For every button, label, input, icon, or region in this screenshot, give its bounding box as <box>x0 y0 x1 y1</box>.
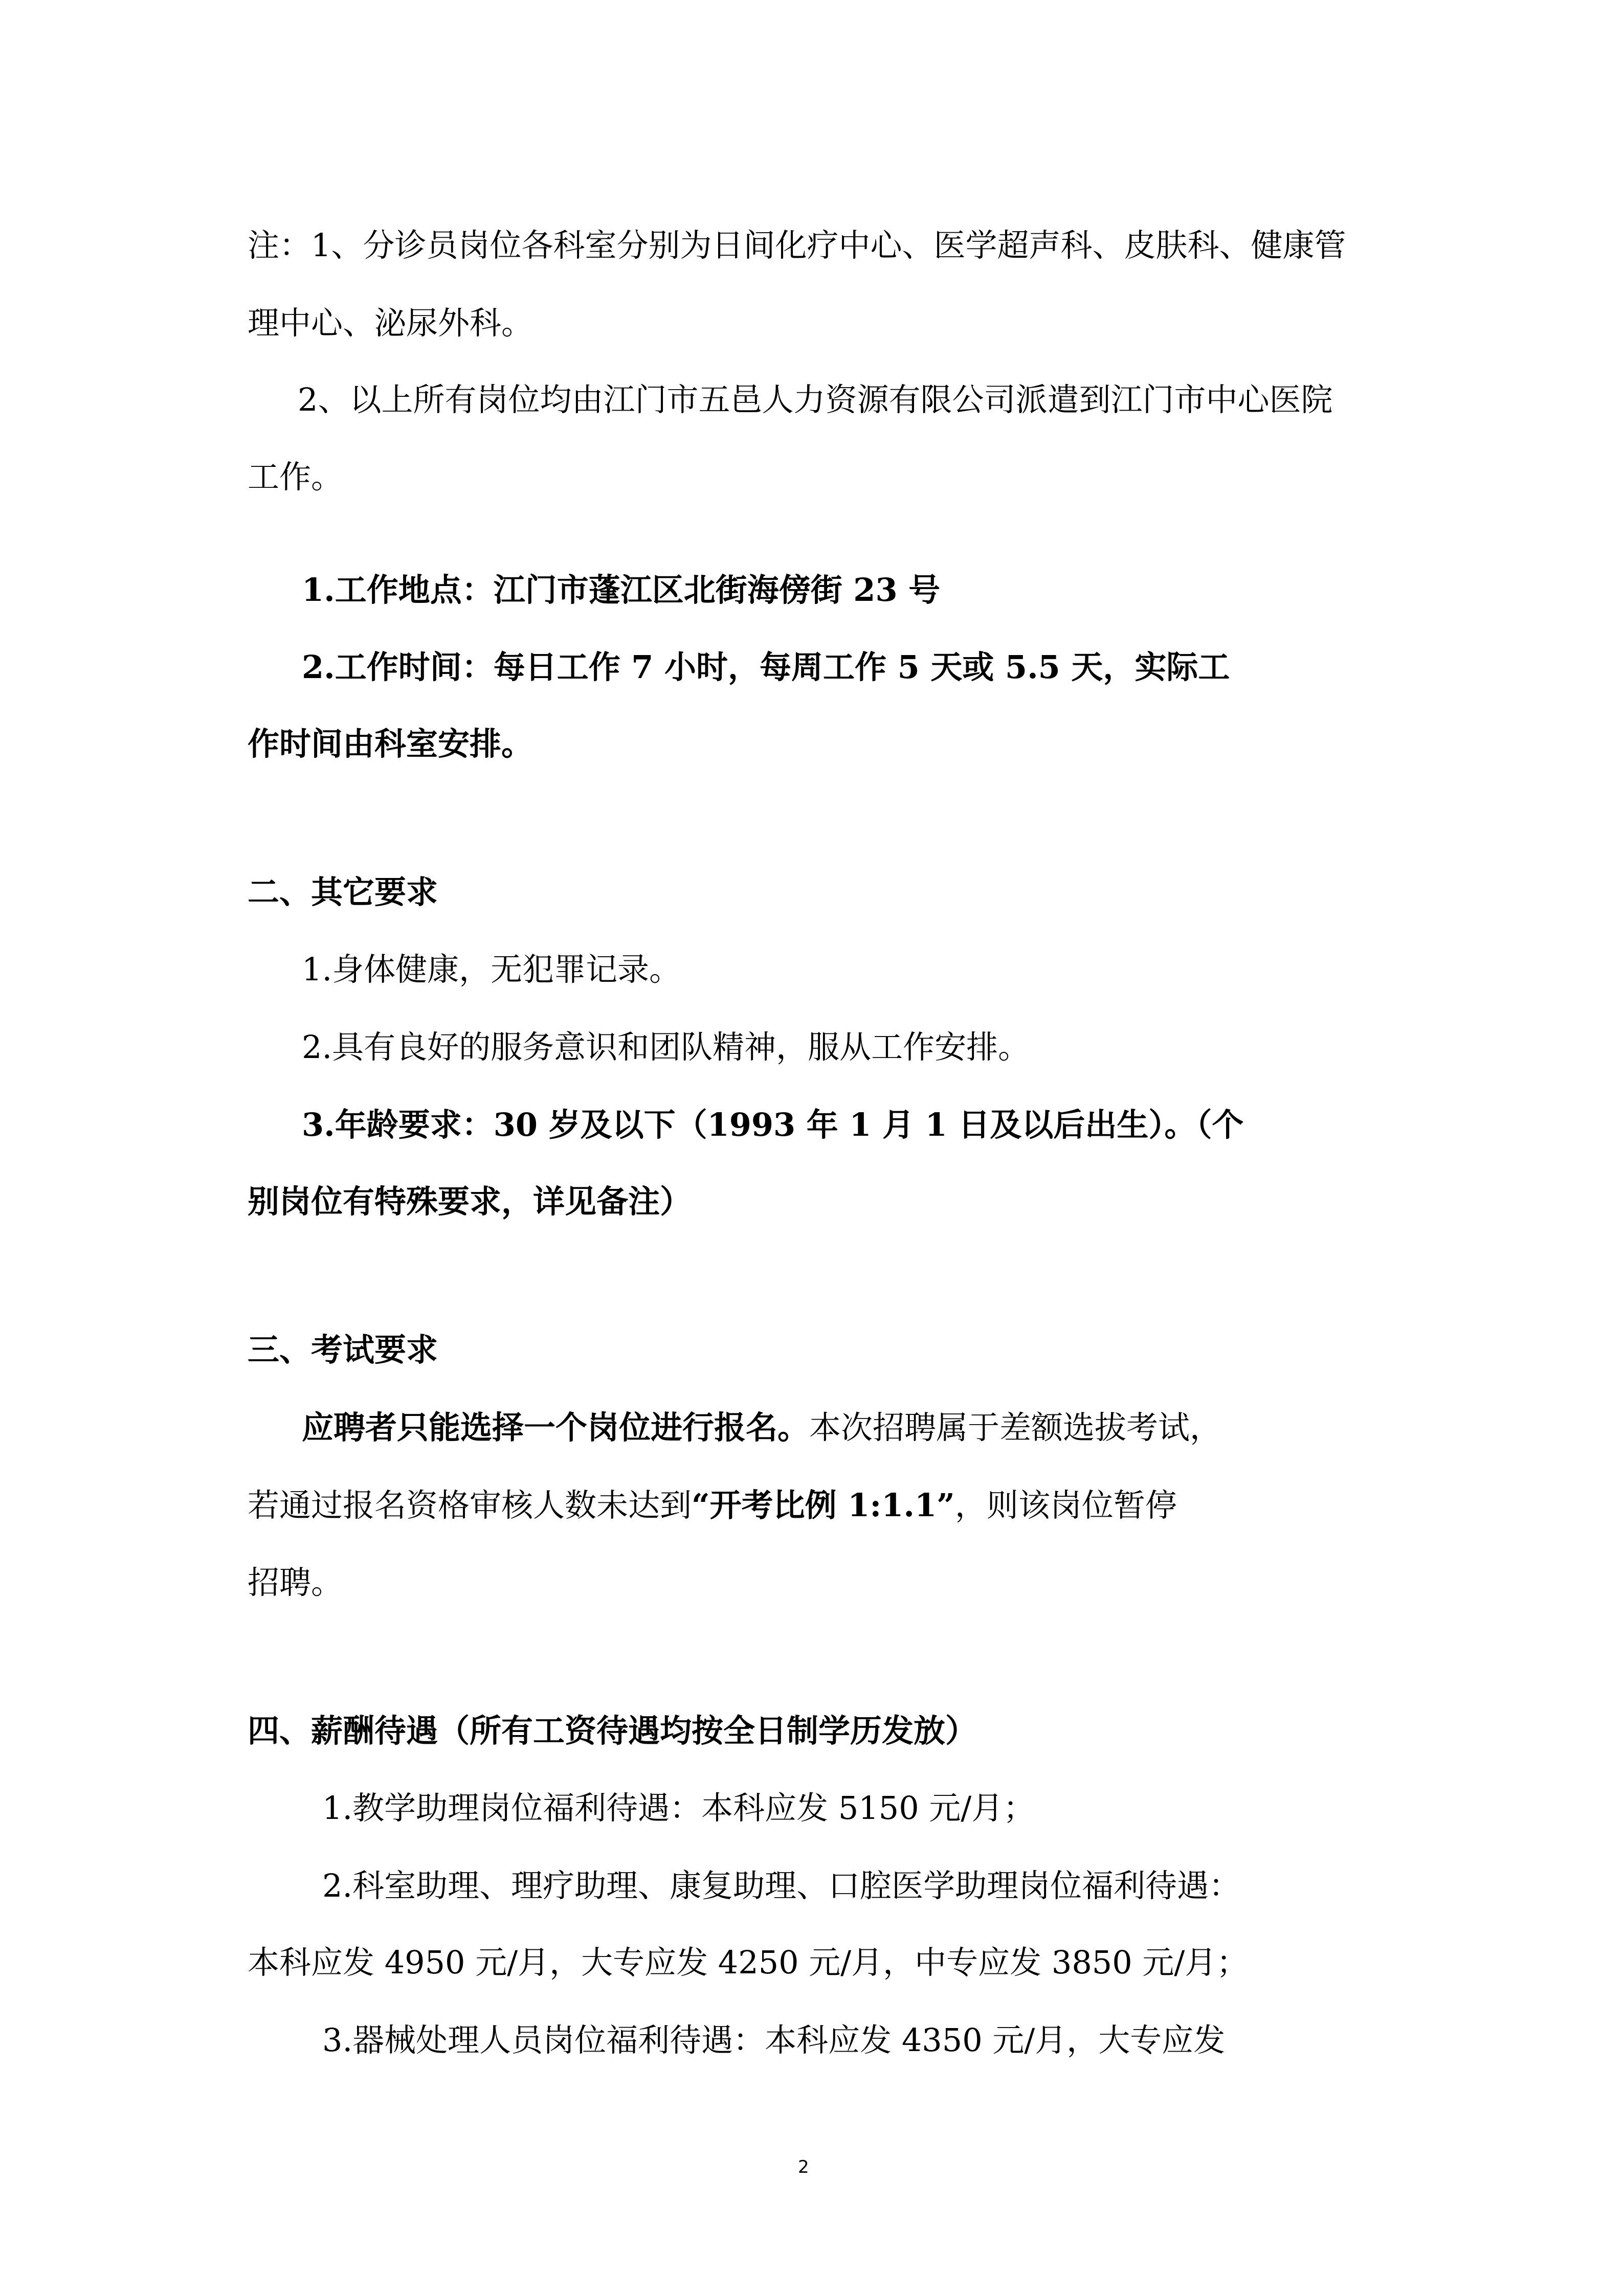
requirement-item-3-line-2: 别岗位有特殊要求，详见备注） <box>248 1183 692 1220</box>
note-line-3: 2、以上所有岗位均由江门市五邑人力资源有限公司派遣到江门市中心医院 <box>298 381 1333 418</box>
exam-paragraph-line-3: 招聘。 <box>248 1564 343 1601</box>
note-line-1: 注：1、分诊员岗位各科室分别为日间化疗中心、医学超声科、皮肤科、健康管 <box>248 227 1346 264</box>
exam-ratio: “开考比例 1:1.1” <box>692 1487 955 1524</box>
exam-paragraph-line-1 <box>302 1407 1221 1448</box>
work-location: 1.工作地点：江门市蓬江区北街海傍街 23 号 <box>302 571 941 609</box>
requirement-item-2: 2.具有良好的服务意识和团队精神，服从工作安排。 <box>302 1028 1030 1066</box>
section-heading-exam-requirements: 三、考试要求 <box>248 1331 438 1368</box>
requirement-item-1: 1.身体健康，无犯罪记录。 <box>302 951 681 988</box>
section-heading-other-requirements: 二、其它要求 <box>248 873 438 911</box>
exam-paragraph-line-2 <box>248 1485 1177 1526</box>
section-heading-salary: 四、薪酬待遇（所有工资待遇均按全日制学历发放） <box>248 1712 977 1749</box>
salary-item-2-line-1: 2.科室助理、理疗助理、康复助理、口腔医学助理岗位福利待遇： <box>322 1867 1241 1904</box>
exam-selection-text: 本次招聘属于差额选拔考试， <box>809 1409 1222 1446</box>
page-number: 2 <box>798 2157 809 2177</box>
work-hours-line-1: 2.工作时间：每日工作 7 小时，每周工作 5 天或 5.5 天，实际工 <box>302 648 1230 686</box>
work-hours-line-2: 作时间由科室安排。 <box>248 725 533 762</box>
note-line-4: 工作。 <box>248 458 343 496</box>
salary-item-1: 1.教学助理岗位福利待遇：本科应发 5150 元/月； <box>322 1789 1035 1827</box>
requirement-item-3-line-1: 3.年龄要求：30 岁及以下（1993 年 1 月 1 日及以后出生）。（个 <box>302 1106 1244 1143</box>
exam-only-one-position: 应聘者只能选择一个岗位进行报名。 <box>302 1409 810 1446</box>
exam-ratio-tail: ，则该岗位暂停 <box>954 1487 1177 1524</box>
salary-item-3: 3.器械处理人员岗位福利待遇：本科应发 4350 元/月，大专应发 <box>322 2021 1226 2059</box>
salary-item-2-line-2: 本科应发 4950 元/月，大专应发 4250 元/月，中专应发 3850 元/月； <box>248 1944 1249 1981</box>
note-line-2: 理中心、泌尿外科。 <box>248 304 533 342</box>
exam-ratio-lead: 若通过报名资格审核人数未达到 <box>248 1487 692 1524</box>
